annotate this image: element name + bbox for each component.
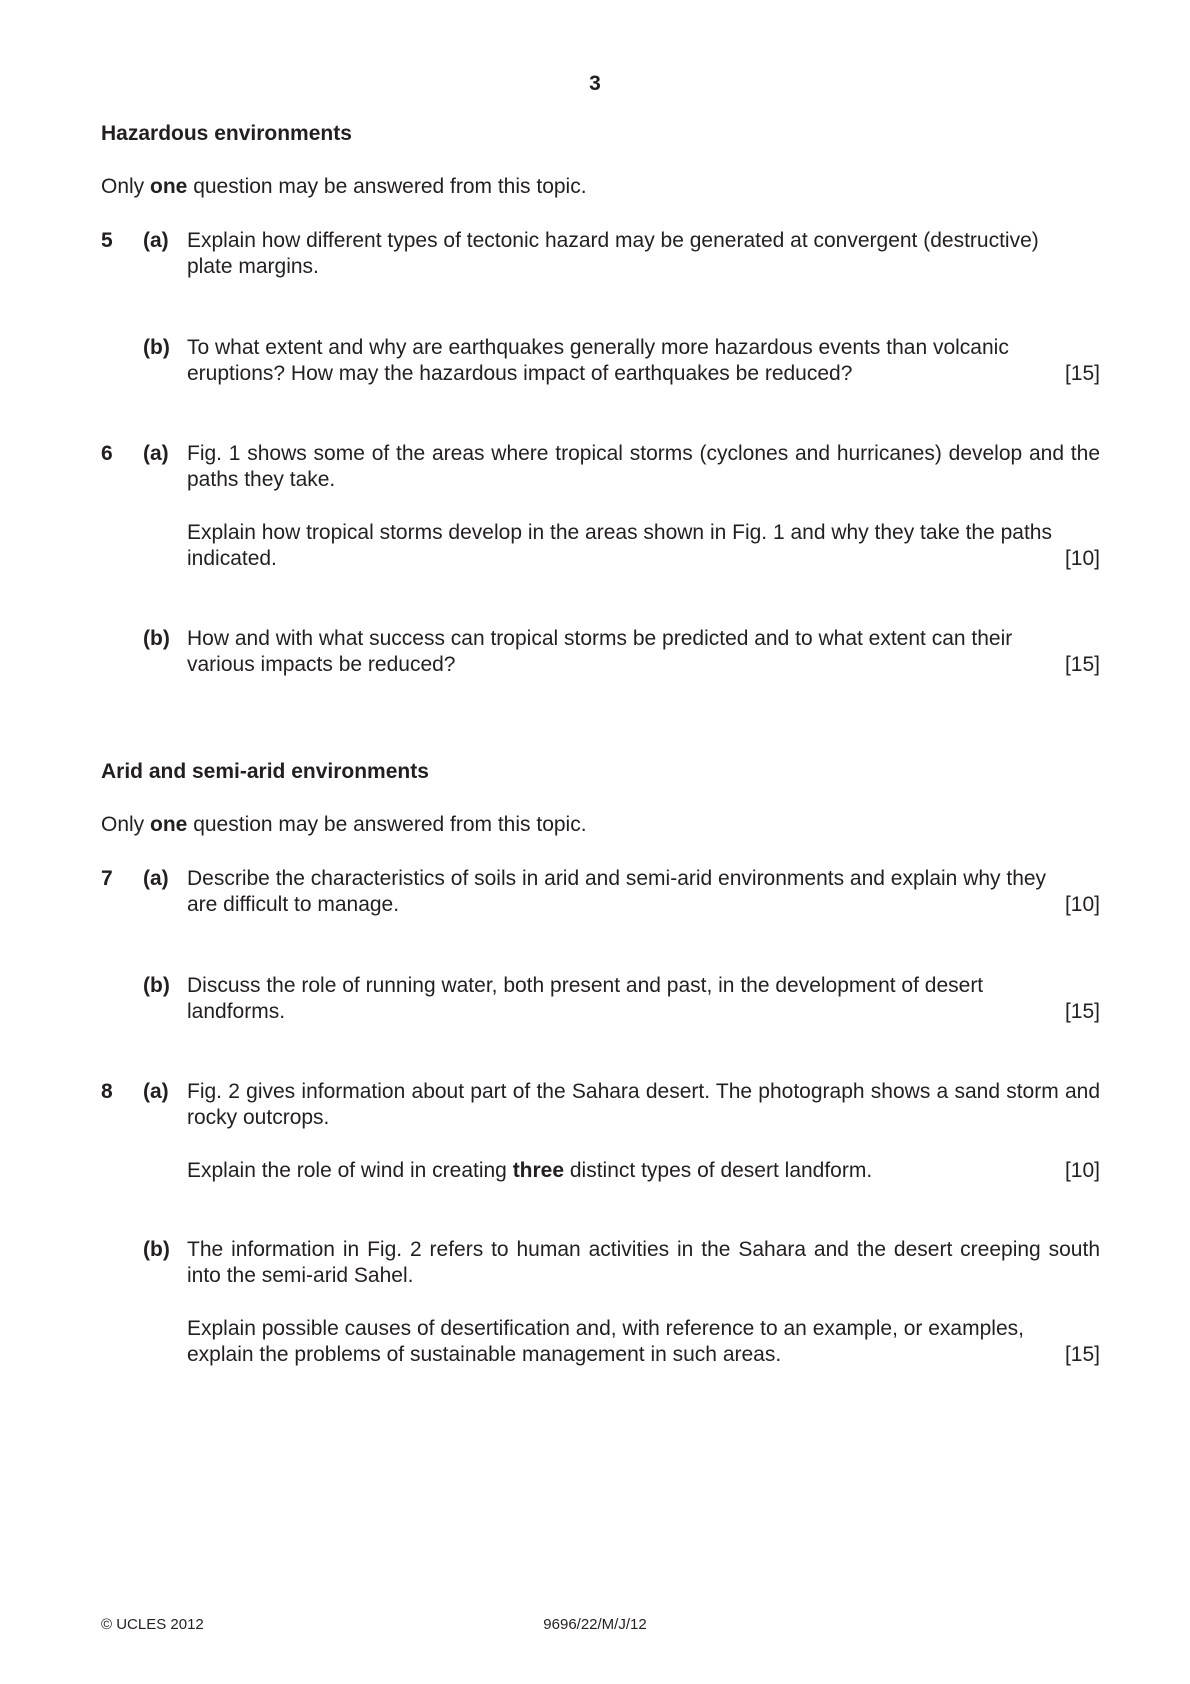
section-heading-arid: Arid and semi-arid environments: [101, 760, 429, 783]
part-label: (a): [143, 867, 169, 890]
part-label: (a): [143, 1080, 169, 1103]
marks: [15]: [1064, 653, 1100, 676]
part-label: (b): [143, 974, 170, 997]
part-label: (a): [143, 442, 169, 465]
question-text: The information in Fig. 2 refers to human activities in the Sahara and the desert creeping south into the semi-arid Sahel. Explain possible causes of desertification and, with reference to an example, or examples, explain the problems of sustainable management in such areas. [15]: [187, 1238, 1100, 1366]
question-text: To what extent and why are earthquakes generally more hazardous events than volcanic eruptions? How may the hazardous impact of earthquakes be reduced? [15]: [187, 336, 1100, 385]
section-heading-hazardous: Hazardous environments: [101, 122, 352, 145]
part-label: (b): [143, 1238, 170, 1261]
question-text: Fig. 1 shows some of the areas where tropical storms (cyclones and hurricanes) develop and the paths they take. Explain how tropical storms develop in the areas shown in Fig. 1 and why they take the paths indicated. [10]: [187, 442, 1100, 570]
marks: [10]: [1064, 893, 1100, 916]
question-number: 6: [101, 442, 113, 465]
question-text: Fig. 2 gives information about part of the Sahara desert. The photograph shows a sand storm and rocky outcrops. Explain the role of wind in creating three distinct types of desert landform. [10]: [187, 1080, 1100, 1182]
marks: [15]: [1064, 362, 1100, 385]
question-number: 7: [101, 867, 113, 890]
section-instruction: Only one question may be answered from this topic.: [101, 813, 587, 836]
marks: [10]: [1064, 1159, 1100, 1182]
page-number: 3: [589, 72, 601, 95]
question-text: Discuss the role of running water, both present and past, in the development of desert landforms. [15]: [187, 974, 1100, 1023]
part-label: (a): [143, 229, 169, 252]
question-number: 5: [101, 229, 113, 252]
part-label: (b): [143, 336, 170, 359]
question-number: 8: [101, 1080, 113, 1103]
part-label: (b): [143, 627, 170, 650]
footer-paper-code: 9696/22/M/J/12: [543, 1616, 647, 1633]
marks: [10]: [1064, 547, 1100, 570]
marks: [15]: [1064, 1000, 1100, 1023]
question-text: Describe the characteristics of soils in arid and semi-arid environments and explain why they are difficult to manage. [10]: [187, 867, 1100, 916]
question-text: How and with what success can tropical storms be predicted and to what extent can their various impacts be reduced? [15]: [187, 627, 1100, 676]
footer-copyright: © UCLES 2012: [101, 1616, 204, 1633]
marks: [15]: [1064, 1343, 1100, 1366]
question-text: Explain how different types of tectonic hazard may be generated at convergent (destructive) plate margins.: [187, 229, 1039, 278]
section-instruction: Only one question may be answered from this topic.: [101, 175, 587, 198]
